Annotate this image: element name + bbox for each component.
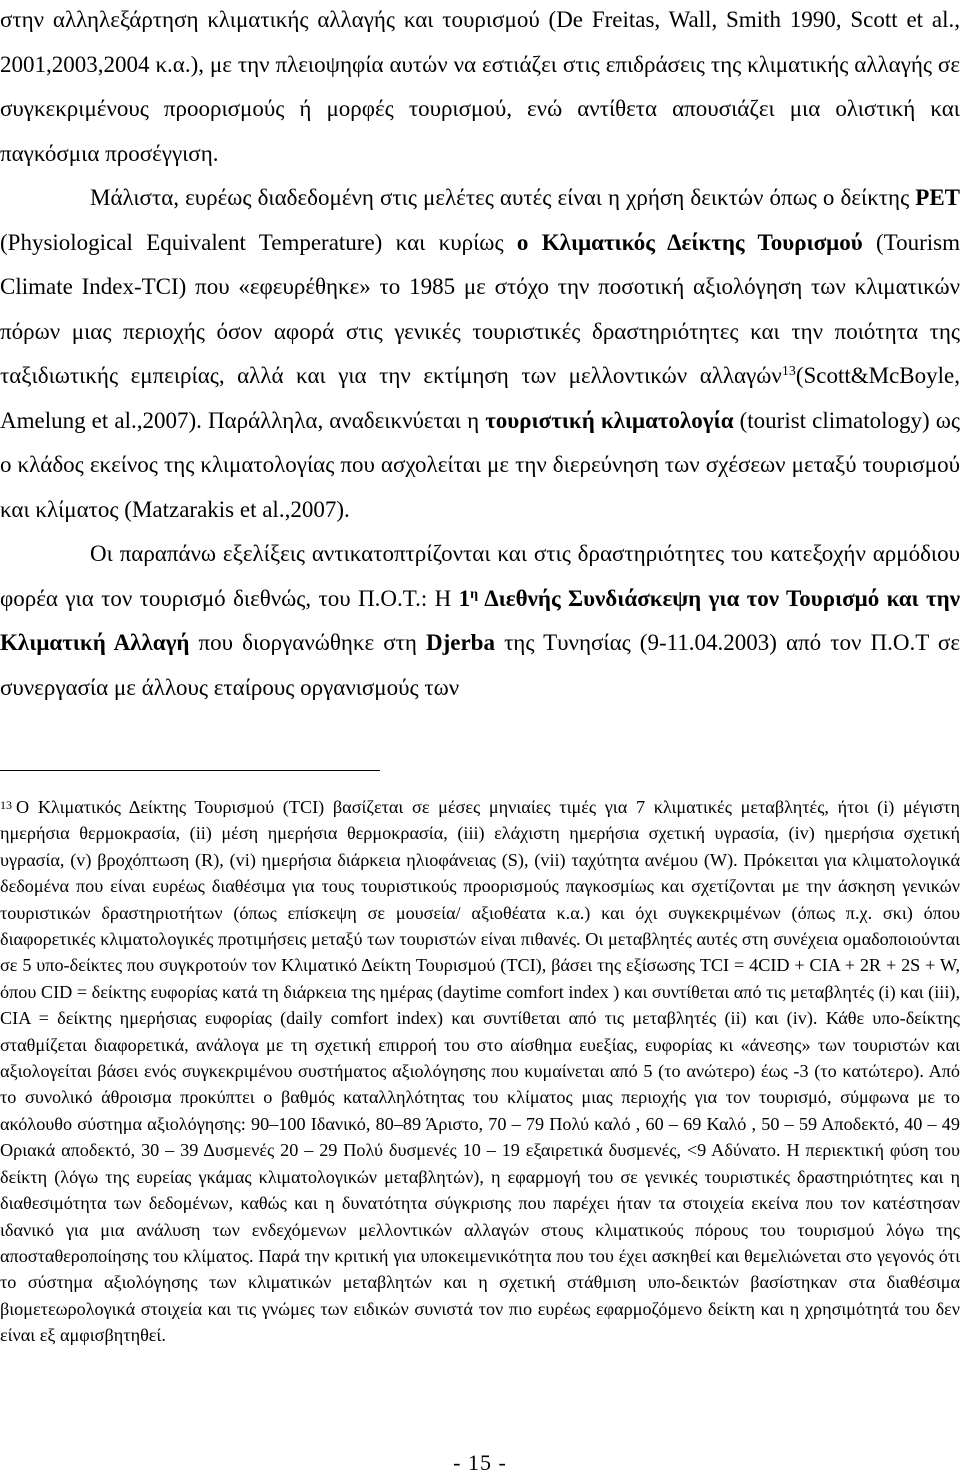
conference-number: 1 [458, 585, 471, 611]
p3-text-a: Οι παραπάνω εξελίξεις αντικατοπτρίζονται και στις δραστηριότητες του κατεξοχήν αρμόδιου φορέα για τον τουρισμό διεθνώς, του Π.Ο.Τ.: Η [0, 541, 960, 611]
paragraph-1 [0, 0, 960, 176]
p3-text-b: που διοργανώθηκε στη [189, 630, 426, 655]
conference-name: Διεθνής Συνδιάσκεψη για τον Τουρισμό και την Κλιματική Αλλαγή [0, 585, 960, 655]
footnote-13 [0, 794, 960, 1349]
p2-text-b: (Physiological Equivalent Temperature) και κυρίως [0, 229, 517, 255]
tci-term: ο Κλιματικός Δείκτης Τουρισμού [516, 229, 863, 255]
page-number: - 15 - [453, 1450, 507, 1475]
tourist-climatology-term: τουριστική κλιματολογία [485, 407, 734, 433]
paragraph-3 [0, 532, 960, 710]
paragraph-1-text: στην αλληλεξάρτηση κλιματικής αλλαγής και τουρισμού (De Freitas, Wall, Smith 1990, Scott et al., 2001,2003,2004 κ.α.), με την πλειοψηφία αυτών να εστιάζει στις επιδράσεις της κλιματικής αλλαγής σε συγκεκριμένους προορισμούς ή μορφές τουρισμού, ενώ αντίθετα απουσιάζει μια ολιστική και παγκόσμια προσέγγιση. [0, 7, 960, 166]
djerba-term: Djerba [426, 630, 495, 655]
ordinal-superscript: η [470, 586, 479, 602]
footnote-reference[interactable]: 13 [781, 364, 796, 379]
footnote-text: Ο Κλιματικός Δείκτης Τουρισμού (TCI) βασίζεται σε μέσες μηνιαίες τιμές για 7 κλιματικές μεταβλητές, ήτοι (i) μέγιστη ημερήσια θερμοκρασία, (ii) μέση ημερήσια θερμοκρασία, (iii) ελάχιστη ημερήσια σχετική υγρασία, (iv) ημερήσια σχετική υγρασία, (v) βροχόπτωση (R), (vi) ημερήσια διάρκεια ηλιοφάνειας (S), (vii) ταχύτητα ανέμου (W). Πρόκειται για κλιματολογικά δεδομένα που είναι ευρέως διαθέσιμα για τους τουριστικούς προορισμούς παγκοσμίως και σχετίζονται με την άσκηση γενικών τουριστικών δραστηριοτήτων (όπως επίσκεψη σε μουσεία/ αξιοθέατα κ.α.) και όχι συγκεκριμένων (όπως π.χ. σκι) όπου διαφορετικές κλιματολογικές προτιμήσεις μεταξύ των τουριστών είναι πιθανές. Οι μεταβλητές αυτές στη συνέχεια ομαδοποιούνται σε 5 υπο-δείκτες που συγκροτούν τον Κλιματικό Δείκτη Τουρισμού (TCI), βάσει της εξίσωσης TCI = 4CID + CIA + 2R + 2S + W, όπου CID = δείκτης ευφορίας κατά τη διάρκεια της ημέρας (daytime comfort index ) και συντίθεται από τις μεταβλητές (i) και (iii), CIA = δείκτης ημερήσιας ευφορίας (daily comfort index) και συντίθεται από τις μεταβλητές (ii) και (iv). Κάθε υπο-δείκτης σταθμίζεται διαφορετικά, ανάλογα με τη σχετική επιρροή του στο αίσθημα ευεξίας, ευφορίας κι «άνεσης» των τουριστών και αξιολογείται βάσει ενός συγκεκριμένου συστήματος αξιολόγησης που κυμαίνεται από 5 (το ανώτερο) έως -3 (το κατώτερο). Από το συνολικό άθροισμα προκύπτει ο βαθμός καταλληλότητας του κλίματος μιας περιοχής για τον τουρισμό, σύμφωνα με το ακόλουθο σύστημα αξιολόγησης: 90–100 Ιδανικό, 80–89 Άριστο, 70 – 79 Πολύ καλό , 60 – 69 Καλό , 50 – 59 Αποδεκτό, 40 – 49 Οριακά αποδεκτό, 30 – 39 Δυσμενές 20 – 29 Πολύ δυσμενές 10 – 19 εξαιρετικά δυσμενές, <9 Αδύνατο. Η περιεκτική φύση του δείκτη (λόγω της ευρείας γκάμας κλιματολογικών μεταβλητών), η εφαρμογή του σε γενικές τουριστικές δραστηριότητες και η διαθεσιμότητα των δεδομένων, καθώς και η δυνατότητα σύγκρισης που παρέχει ήταν τα στοιχεία εκείνα που τον κατέστησαν ιδανικό για μια ανάλυση των ενδεχόμενων μελλοντικών αλλαγών στους κλιματικούς πόρους του τουρισμού λόγω της αποσταθεροποίησης του κλίματος. Παρά την κριτική για υποκειμενικότητα που του έχει ασκηθεί και θεμελιώνεται στο γεγονός ότι το σύστημα αξιολόγησης των κλιματικών μεταβλητών και η σχετική στάθμιση υπο-δεικτών βασίστηκαν στα διαθέσιμα βιομετεωρολογικά στοιχεία και τις γνώμες των ειδικών συνιστά τον πιο ευρέως εφαρμοζόμενο δείκτη και η χρησιμότητά του δεν είναι εξ αμφισβητηθεί. [0, 797, 960, 1346]
p2-text-e: (tourist climatology) ως ο κλάδος εκείνος της κλιματολογίας που ασχολείται με την διερεύνηση των σχέσεων μεταξύ τουρισμού και κλίματος (Matzarakis et al.,2007). [0, 407, 960, 522]
footnote-separator [0, 770, 380, 771]
pet-term: PET [915, 185, 960, 210]
footnote-mark: 13 [0, 798, 12, 812]
main-text [0, 0, 960, 710]
paragraph-2 [0, 176, 960, 532]
p3-text-c: της Τυνησίας (9-11.04.2003) από τον Π.Ο.Τ σε συνεργασία με άλλους εταίρους οργανισμούς των [0, 630, 960, 700]
p2-text-c: (Tourism Climate Index-TCI) που «εφευρέθηκε» το 1985 με στόχο την ποσοτική αξιολόγηση των κλιματικών πόρων μιας περιοχής όσον αφορά στις γενικές τουριστικές δραστηριότητες και την ποιότητα της ταξιδιωτικής εμπειρίας, αλλά και για την εκτίμηση των μελλοντικών αλλαγών [0, 229, 960, 388]
p2-text-a: Μάλιστα, ευρέως διαδεδομένη στις μελέτες αυτές είναι η χρήση δεικτών όπως ο δείκτης [90, 185, 916, 210]
p2-text-d: (Scott&McBoyle, Amelung et al.,2007). Παράλληλα, αναδεικνύεται η [0, 363, 960, 433]
